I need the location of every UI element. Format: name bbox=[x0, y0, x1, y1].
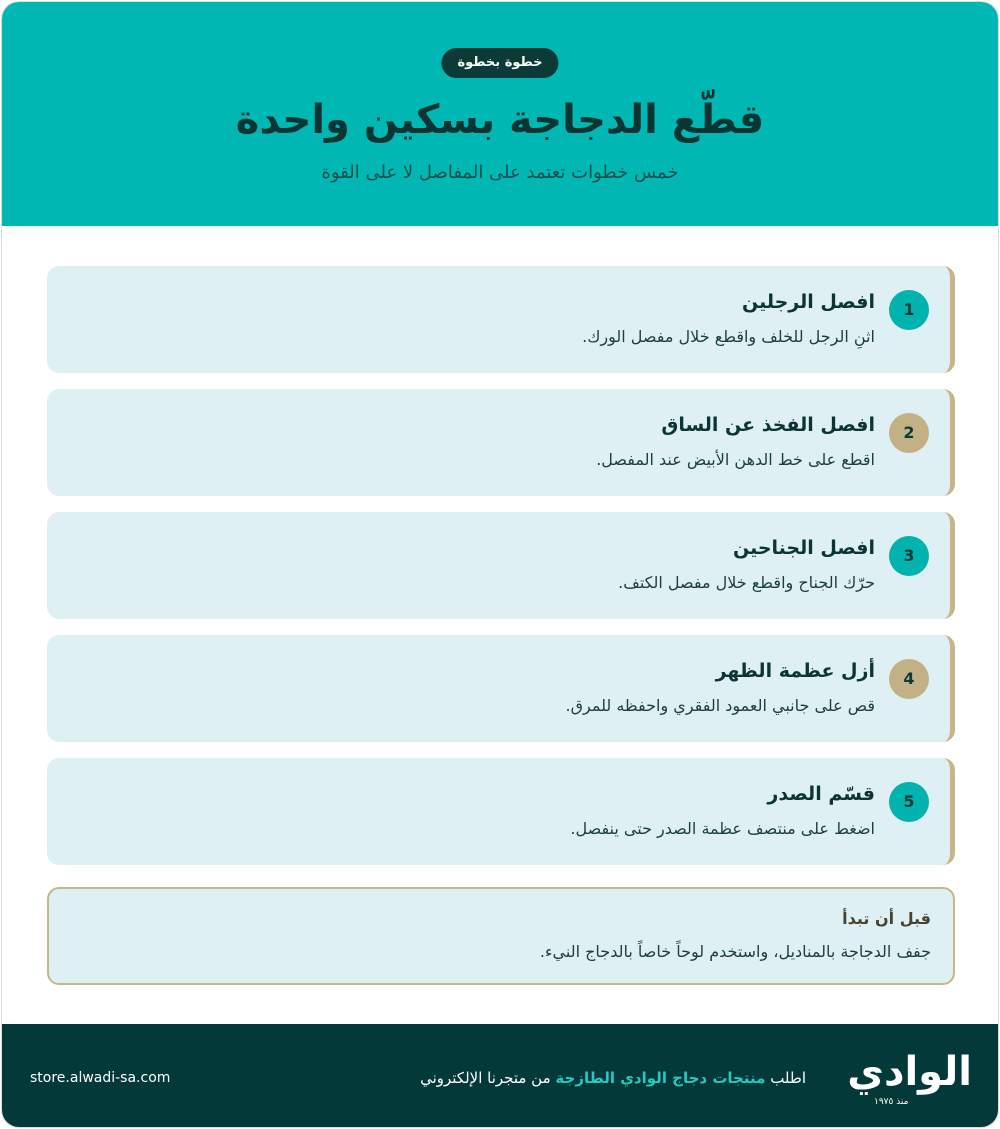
cta-prefix: اطلب bbox=[770, 1069, 806, 1087]
step-description: اضغط على منتصف عظمة الصدر حتى ينفصل. bbox=[570, 819, 875, 838]
logo-wordmark: الوادي bbox=[847, 1049, 972, 1095]
step-title: افصل الجناحين bbox=[732, 537, 875, 559]
page-title: قطّع الدجاجة بسكين واحدة bbox=[235, 97, 765, 143]
step-description: اثنِ الرجل للخلف واقطع خلال مفصل الورك. bbox=[582, 327, 875, 346]
step-title: قسّم الصدر bbox=[767, 783, 875, 805]
step-number-badge: 2 bbox=[889, 413, 929, 453]
logo-since-year: منذ ١٩٧٥ bbox=[874, 1097, 909, 1107]
step-description: حرّك الجناح واقطع خلال مفصل الكتف. bbox=[618, 573, 875, 592]
step-card-1 bbox=[47, 266, 955, 373]
alwadi-logo bbox=[846, 1046, 972, 1108]
step-number-badge: 5 bbox=[889, 782, 929, 822]
step-title: افصل الرجلين bbox=[741, 291, 875, 313]
steps-list bbox=[47, 266, 955, 881]
infographic-card bbox=[1, 1, 999, 1128]
footer-bar bbox=[2, 1024, 998, 1128]
step-description: اقطع على خط الدهن الأبيض عند المفصل. bbox=[596, 450, 875, 469]
step-description: قص على جانبي العمود الفقري واحفظه للمرق. bbox=[565, 696, 875, 715]
step-title: أزل عظمة الظهر bbox=[715, 660, 875, 682]
step-number-badge: 3 bbox=[889, 536, 929, 576]
step-by-step-badge: خطوة بخطوة bbox=[441, 48, 558, 78]
page-subtitle: خمس خطوات تعتمد على المفاصل لا على القوة bbox=[321, 162, 679, 183]
step-number-badge: 4 bbox=[889, 659, 929, 699]
step-title: افصل الفخذ عن الساق bbox=[661, 414, 875, 436]
step-number-badge: 1 bbox=[889, 290, 929, 330]
cta-highlight: منتجات دجاج الوادي الطازجة bbox=[555, 1069, 766, 1087]
cta-suffix: من متجرنا الإلكتروني bbox=[420, 1069, 551, 1087]
note-text: جفف الدجاجة بالمناديل، واستخدم لوحاً خاصاً بالدجاج النيء. bbox=[539, 942, 931, 961]
hero-header bbox=[2, 2, 998, 226]
store-url-link[interactable]: store.alwadi-sa.com bbox=[30, 1070, 171, 1086]
step-card-4 bbox=[47, 635, 955, 742]
before-you-start-note bbox=[47, 887, 955, 985]
step-card-5 bbox=[47, 758, 955, 865]
step-card-3 bbox=[47, 512, 955, 619]
step-card-2 bbox=[47, 389, 955, 496]
note-title: قبل أن تبدأ bbox=[842, 909, 931, 928]
store-call-to-action bbox=[420, 1067, 806, 1089]
